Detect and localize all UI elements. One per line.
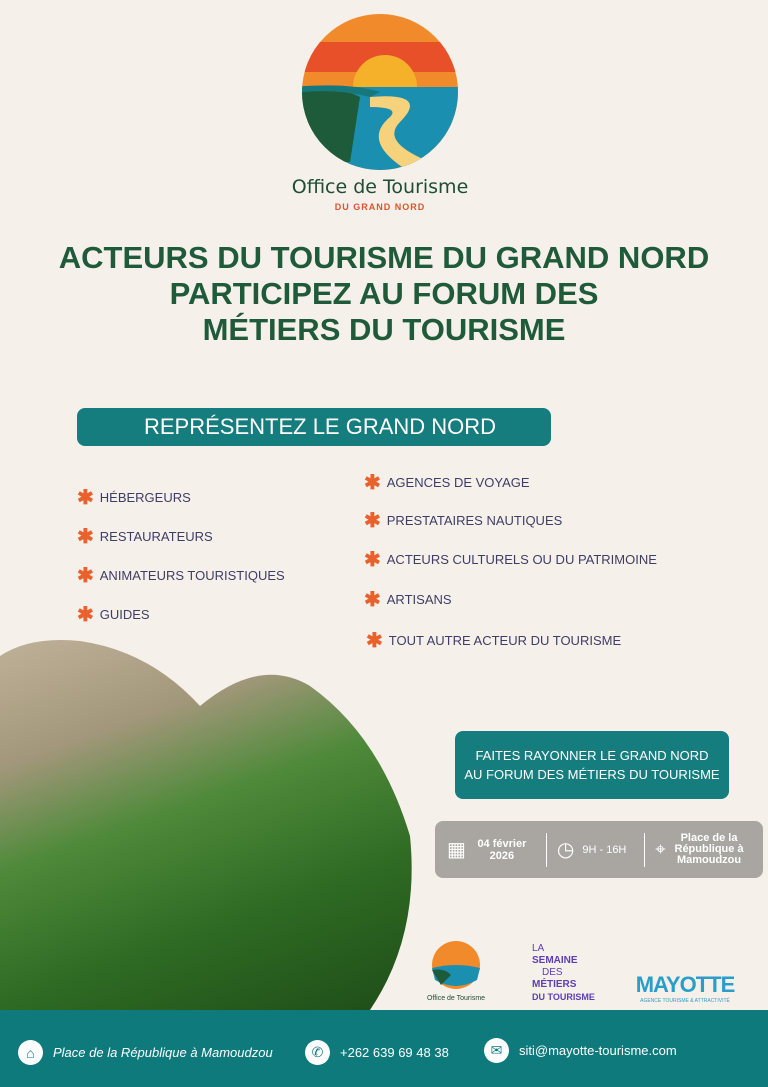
- partner-logo-mayotte: [632, 972, 738, 1004]
- asterisk-icon: ✱: [77, 486, 94, 509]
- semaine-word: SEMAINE: [532, 955, 578, 966]
- asterisk-icon: ✱: [364, 548, 381, 571]
- list-item: [366, 629, 622, 652]
- item-label: AGENCES DE VOYAGE: [386, 475, 530, 490]
- location-pin-icon: ⌖: [655, 839, 666, 859]
- title-line: MÉTIERS DU TOURISME: [202, 312, 566, 347]
- mayotte-wordmark: MAYOTTE: [635, 972, 735, 997]
- asterisk-icon: ✱: [366, 629, 383, 652]
- phone-icon: ✆: [305, 1040, 330, 1065]
- event-hours: 9H - 16H: [582, 843, 627, 856]
- event-place: Place de la République à Mamoudzou: [674, 832, 744, 866]
- phone-text: +262 639 69 48 38: [340, 1045, 449, 1060]
- cta-line: AU FORUM DES MÉTIERS DU TOURISME: [464, 767, 720, 782]
- asterisk-icon: ✱: [77, 603, 94, 626]
- list-item: [77, 603, 150, 626]
- photo-gardeners: [0, 629, 415, 1010]
- item-label: TOUT AUTRE ACTEUR DU TOURISME: [388, 633, 622, 648]
- list-item: [364, 471, 530, 494]
- divider: [644, 833, 645, 867]
- email-text: siti@mayotte-tourisme.com: [519, 1043, 677, 1058]
- item-label: ACTEURS CULTURELS OU DU PATRIMOINE: [386, 552, 657, 567]
- event-info-bar: [435, 821, 763, 878]
- list-item: [364, 509, 563, 532]
- item-label: ANIMATEURS TOURISTIQUES: [99, 568, 285, 583]
- title-line: ACTEURS DU TOURISME DU GRAND NORD: [58, 240, 710, 275]
- asterisk-icon: ✱: [77, 564, 94, 587]
- cta-line: FAITES RAYONNER LE GRAND NORD: [475, 748, 709, 763]
- mail-icon: ✉: [484, 1038, 509, 1063]
- page-title: [0, 240, 768, 348]
- logo-name: Office de Tourisme: [291, 176, 469, 198]
- semaine-word: DU TOURISME: [532, 992, 595, 1002]
- list-item: [364, 588, 452, 611]
- list-item: [364, 548, 657, 571]
- item-label: GUIDES: [99, 607, 150, 622]
- item-label: HÉBERGEURS: [99, 490, 191, 505]
- list-item: [77, 525, 213, 548]
- address-text: Place de la République à Mamoudzou: [53, 1045, 273, 1060]
- home-icon: ⌂: [18, 1040, 43, 1065]
- semaine-word: DES: [542, 967, 563, 978]
- otgn-label: Office de Tourisme: [426, 995, 486, 1002]
- partner-logo-otgn: [425, 940, 487, 1002]
- clock-icon: ◷: [556, 839, 575, 861]
- footer: [0, 1010, 768, 1087]
- list-item: [77, 564, 285, 587]
- calendar-icon: ▦: [447, 839, 466, 861]
- section-banner: REPRÉSENTEZ LE GRAND NORD: [77, 408, 551, 446]
- footer-phone[interactable]: [305, 1040, 449, 1065]
- asterisk-icon: ✱: [364, 588, 381, 611]
- event-date: 04 février 2026: [477, 837, 527, 862]
- mayotte-tagline: AGENCE TOURISME & ATTRACTIVITÉ: [640, 998, 730, 1004]
- footer-email[interactable]: [484, 1038, 677, 1063]
- list-item: [77, 486, 191, 509]
- semaine-word: LA: [532, 943, 545, 954]
- otgn-emblem: [427, 940, 485, 990]
- cta-box: [455, 731, 729, 799]
- item-label: ARTISANS: [386, 592, 452, 607]
- divider: [546, 833, 547, 867]
- asterisk-icon: ✱: [364, 509, 381, 532]
- footer-address: [18, 1040, 273, 1065]
- partner-logo-semaine: [532, 943, 602, 1003]
- asterisk-icon: ✱: [77, 525, 94, 548]
- semaine-word: MÉTIERS: [532, 979, 577, 990]
- asterisk-icon: ✱: [364, 471, 381, 494]
- item-label: RESTAURATEURS: [99, 529, 213, 544]
- item-label: PRESTATAIRES NAUTIQUES: [386, 513, 563, 528]
- title-line: PARTICIPEZ AU FORUM DES: [169, 276, 599, 311]
- logo-image: [290, 12, 470, 172]
- logo-subtitle: DU GRAND NORD: [334, 202, 426, 212]
